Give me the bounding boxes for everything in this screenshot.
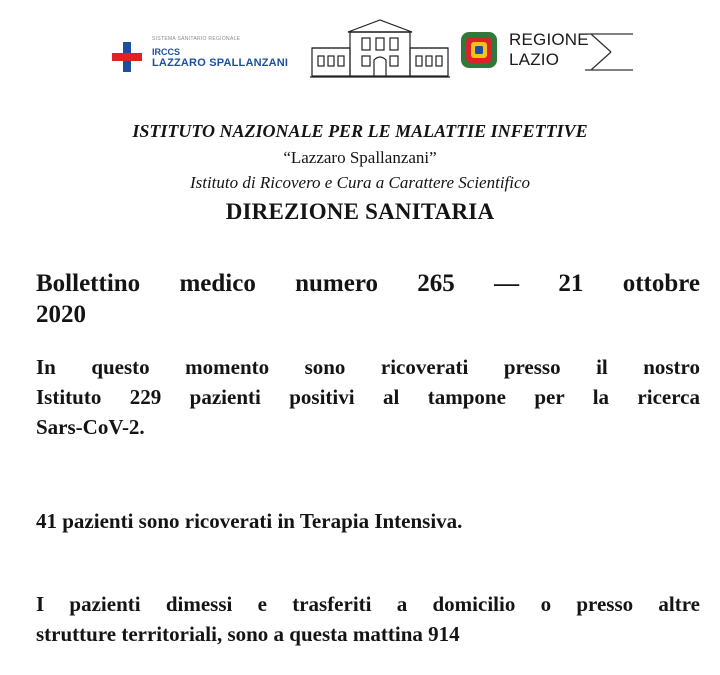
paragraph-patients-line-3: Sars-CoV-2. [36,415,145,439]
logo-regione-text: REGIONE [509,30,589,49]
paragraph-discharged-line-1: I pazienti dimessi e trasferiti a domicilio o presso altre [36,592,700,616]
paragraph-intensive-care: 41 pazienti sono ricoverati in Terapia Intensiva. [36,509,463,533]
regione-lazio-emblem-icon [457,28,501,72]
paragraph-patients-line-1: In questo momento sono ricoverati presso il nostro [36,355,700,379]
logo-spallanzani-text: LAZZARO SPALLANZANI [152,57,289,69]
bulletin-title-line-2: 2020 [36,301,86,328]
institute-name: “Lazzaro Spallanzani” [283,148,437,167]
logo-irccs-text: IRCCS [152,47,181,57]
spallanzani-logo [112,34,302,74]
regione-lazio-lines-icon [585,32,635,72]
red-cross-icon [112,42,142,72]
institute-subtitle: Istituto di Ricovero e Cura a Carattere Scientifico [189,173,531,192]
logo-bar [0,12,720,82]
paragraph-discharged-line-2: strutture territoriali, sono a questa mattina 914 [36,622,460,646]
building-icon [310,14,450,80]
bulletin-title-line-1: Bollettino medico numero 265 — 21 ottobre [36,270,700,297]
institute-heading: ISTITUTO NAZIONALE PER LE MALATTIE INFETTIVE [132,121,588,141]
logo-network-text: SISTEMA SANITARIO REGIONALE [152,36,241,42]
department-heading: DIREZIONE SANITARIA [225,199,495,224]
paragraph-patients-line-2: Istituto 229 pazienti positivi al tampone per la ricerca [36,385,700,409]
logo-lazio-text: LAZIO [509,50,560,69]
regione-lazio-logo [457,26,632,76]
